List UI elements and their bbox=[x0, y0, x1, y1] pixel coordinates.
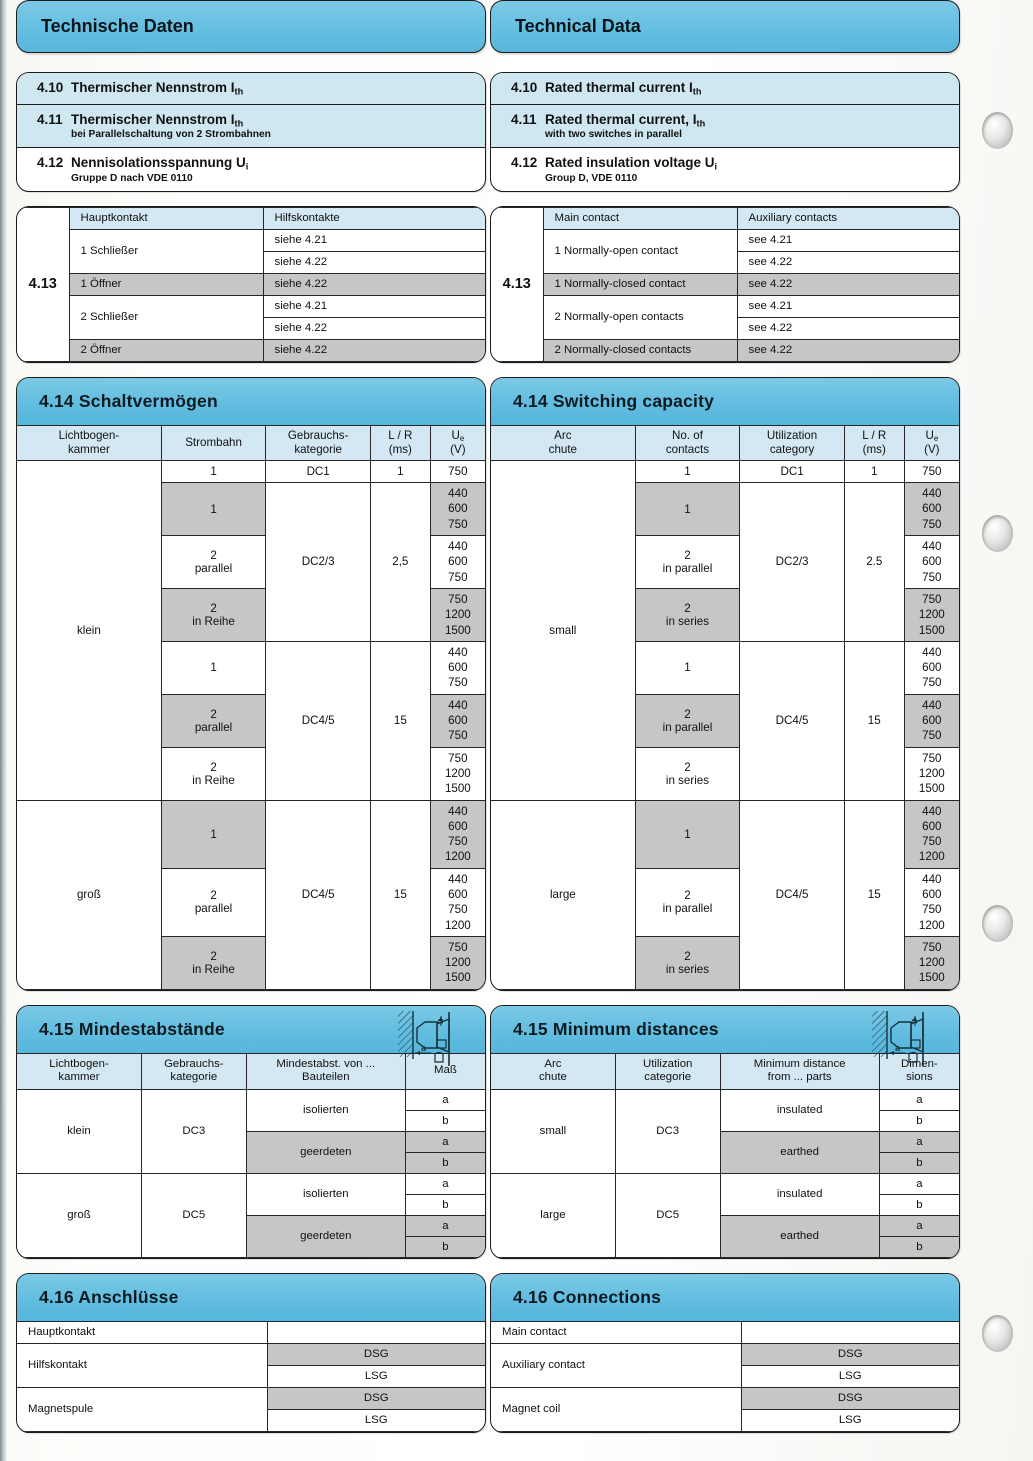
dimension-cell: a bbox=[879, 1215, 959, 1236]
section-4-15-title: 4.15 Mindestabstände a b bbox=[17, 1006, 485, 1053]
spec-subscript: i bbox=[245, 161, 249, 172]
column-header: L / R (ms) bbox=[370, 425, 430, 460]
spec-number: 4.12 bbox=[511, 155, 538, 171]
table-row bbox=[17, 1321, 485, 1343]
contacts-cell: 2 in Reihe bbox=[161, 588, 266, 641]
spec-number: 4.11 bbox=[37, 111, 63, 127]
lr-cell: 2,5 bbox=[370, 483, 430, 642]
spec-row-subtitle: Gruppe D nach VDE 0110 bbox=[71, 172, 193, 184]
minimum-distance-diagram-icon bbox=[397, 1010, 459, 1073]
lr-cell: 15 bbox=[844, 641, 904, 800]
section-4-14-title: 4.14 Schaltvermögen bbox=[17, 378, 485, 425]
column-header: Lichtbogen- kammer bbox=[17, 1053, 142, 1089]
table-row bbox=[491, 1173, 959, 1194]
utilization-category-cell: DC1 bbox=[740, 460, 845, 482]
section-4-13 bbox=[490, 206, 960, 363]
spec-row-4-11 bbox=[17, 105, 485, 149]
table-row bbox=[491, 207, 959, 229]
lr-cell: 15 bbox=[370, 800, 430, 989]
utilization-category-cell: DC2/3 bbox=[266, 483, 371, 642]
part-kind-cell: insulated bbox=[720, 1089, 879, 1131]
column-header: L / R (ms) bbox=[844, 425, 904, 460]
spec-number: 4.10 bbox=[511, 80, 538, 95]
spec-subscript: th bbox=[234, 86, 244, 97]
section-4-13 bbox=[16, 206, 486, 363]
auxiliary-contact-cell: see 4.21 bbox=[737, 295, 959, 317]
contacts-cell: 2 parallel bbox=[161, 868, 266, 936]
voltage-cell: 750 1200 1500 bbox=[430, 747, 485, 800]
dimension-cell: b bbox=[879, 1152, 959, 1173]
page-title-de: Technische Daten bbox=[16, 0, 486, 53]
binder-punch-hole bbox=[982, 515, 1013, 552]
lr-cell: 1 bbox=[370, 460, 430, 482]
dimension-cell: b bbox=[405, 1152, 485, 1173]
dimension-cell: a bbox=[405, 1173, 485, 1194]
contacts-cell: 1 bbox=[635, 483, 740, 536]
main-contact-cell: 1 Normally-closed contact bbox=[543, 273, 737, 295]
spec-row-title: 4.10 Rated thermal current $I_{th}$ bbox=[511, 80, 702, 97]
svg-text:a: a bbox=[421, 1042, 427, 1053]
page-title-en: Technical Data bbox=[490, 0, 960, 53]
table-row bbox=[491, 1343, 959, 1365]
utilization-category-cell: DC1 bbox=[266, 460, 371, 482]
binder-punch-hole bbox=[982, 1315, 1013, 1352]
column-header: $U_e$ (V) bbox=[430, 425, 485, 460]
column-header: No. of contacts bbox=[635, 425, 740, 460]
table-row bbox=[17, 339, 485, 361]
utilization-category-cell: DC3 bbox=[615, 1089, 720, 1173]
voltage-cell: 440 600 750 bbox=[430, 694, 485, 747]
section-index-4-13: 4.13 bbox=[17, 207, 69, 361]
contacts-cell: 2 in Reihe bbox=[161, 747, 266, 800]
arc-chute-cell: small bbox=[491, 1089, 615, 1173]
part-kind-cell: isolierten bbox=[246, 1173, 405, 1215]
table-row bbox=[491, 295, 959, 317]
voltage-cell: 440 600 750 bbox=[904, 641, 959, 694]
table-header-row bbox=[17, 425, 485, 460]
contacts-cell: 1 bbox=[635, 641, 740, 694]
main-contact-cell: 1 Öffner bbox=[69, 273, 263, 295]
table-row bbox=[17, 295, 485, 317]
connection-value-cell: DSG bbox=[267, 1387, 485, 1409]
utilization-category-cell: DC3 bbox=[142, 1089, 247, 1173]
column-header: Strombahn bbox=[161, 425, 266, 460]
table-row bbox=[17, 207, 485, 229]
contacts-cell: 2 in parallel bbox=[635, 868, 740, 936]
contacts-cell: 2 parallel bbox=[161, 694, 266, 747]
binder-punch-hole bbox=[982, 905, 1013, 942]
spec-row-title: 4.11 Rated thermal current, $I_{th}$ bbox=[511, 111, 706, 129]
voltage-cell: 750 bbox=[430, 460, 485, 482]
part-kind-cell: isolierten bbox=[246, 1089, 405, 1131]
spec-row-title: 4.12 Rated insulation voltage $U_i$ bbox=[511, 155, 718, 172]
auxiliary-contact-cell: siehe 4.21 bbox=[263, 295, 485, 317]
connection-value-cell: LSG bbox=[741, 1409, 959, 1431]
section-4-14-title: 4.14 Switching capacity bbox=[491, 378, 959, 425]
connection-value-cell: DSG bbox=[741, 1387, 959, 1409]
lr-cell: 15 bbox=[844, 800, 904, 989]
voltage-cell: 440 600 750 bbox=[904, 694, 959, 747]
main-contact-cell: 1 Schließer bbox=[69, 229, 263, 273]
dimension-cell: a bbox=[405, 1089, 485, 1110]
contacts-cell: 1 bbox=[161, 460, 266, 482]
spec-subscript: th bbox=[692, 86, 702, 97]
spec-subscript: i bbox=[714, 161, 718, 172]
spec-row-4-12 bbox=[17, 148, 485, 191]
contacts-cell: 1 bbox=[161, 483, 266, 536]
svg-text:b: b bbox=[909, 1018, 919, 1024]
table-row bbox=[491, 339, 959, 361]
voltage-cell: 440 600 750 1200 bbox=[430, 800, 485, 868]
table-row bbox=[491, 460, 959, 482]
voltage-cell: 440 600 750 bbox=[430, 483, 485, 536]
connection-value-cell: DSG bbox=[267, 1343, 485, 1365]
dimension-cell: b bbox=[879, 1194, 959, 1215]
section-4-14 bbox=[490, 377, 960, 991]
spec-row-4-10 bbox=[17, 73, 485, 105]
svg-text:a: a bbox=[895, 1042, 901, 1053]
arc-chute-cell: small bbox=[491, 460, 635, 800]
main-contact-cell: 2 Normally-closed contacts bbox=[543, 339, 737, 361]
binder-punch-hole bbox=[982, 112, 1013, 149]
auxiliary-contact-cell: see 4.21 bbox=[737, 229, 959, 251]
arc-chute-cell: large bbox=[491, 1173, 615, 1257]
dimension-cell: b bbox=[879, 1236, 959, 1257]
voltage-cell: 440 600 750 1200 bbox=[430, 868, 485, 936]
column-header: Arc chute bbox=[491, 425, 635, 460]
voltage-cell: 750 1200 1500 bbox=[430, 588, 485, 641]
table-row bbox=[17, 1173, 485, 1194]
column-header: Maß bbox=[405, 1053, 485, 1089]
section-4-16-title: 4.16 Anschlüsse bbox=[17, 1274, 485, 1321]
lr-cell: 15 bbox=[370, 641, 430, 800]
table-header-row bbox=[491, 425, 959, 460]
utilization-category-cell: DC2/3 bbox=[740, 483, 845, 642]
voltage-cell: 440 600 750 bbox=[430, 536, 485, 589]
auxiliary-contact-cell: siehe 4.22 bbox=[263, 251, 485, 273]
connections-table bbox=[491, 1321, 959, 1432]
connection-label-cell: Hauptkontakt bbox=[17, 1321, 267, 1343]
table-row bbox=[17, 800, 485, 868]
spec-row-title: 4.10 Thermischer Nennstrom $I_{th}$ bbox=[37, 80, 244, 97]
connection-value-cell bbox=[267, 1321, 485, 1343]
main-contact-cell: 2 Normally-open contacts bbox=[543, 295, 737, 339]
spec-row-4-11 bbox=[491, 105, 959, 149]
auxiliary-contact-cell: siehe 4.22 bbox=[263, 339, 485, 361]
voltage-cell: 750 1200 1500 bbox=[904, 588, 959, 641]
contacts-cell: 1 bbox=[635, 800, 740, 868]
auxiliary-contact-cell: see 4.22 bbox=[737, 273, 959, 295]
voltage-cell: 440 600 750 bbox=[430, 641, 485, 694]
contacts-cell: 1 bbox=[161, 641, 266, 694]
arc-chute-cell: groß bbox=[17, 800, 161, 989]
utilization-category-cell: DC4/5 bbox=[740, 800, 845, 989]
minimum-distance-diagram-icon bbox=[871, 1010, 933, 1073]
voltage-cell: 750 1200 1500 bbox=[904, 747, 959, 800]
column-german bbox=[16, 0, 486, 1447]
spec-number: 4.12 bbox=[37, 155, 64, 171]
auxiliary-contacts-header: Hilfskontakte bbox=[263, 207, 485, 229]
arc-chute-cell: large bbox=[491, 800, 635, 989]
contacts-cell: 2 in parallel bbox=[635, 694, 740, 747]
spec-row-4-12 bbox=[491, 148, 959, 191]
main-contact-header: Main contact bbox=[543, 207, 737, 229]
voltage-cell: 750 1200 1500 bbox=[430, 936, 485, 989]
dimension-cell: a bbox=[879, 1131, 959, 1152]
page-left-edge bbox=[0, 0, 7, 1461]
column-header: Utilization categorie bbox=[615, 1053, 720, 1089]
spec-row-4-10 bbox=[491, 73, 959, 105]
connection-label-cell: Magnetspule bbox=[17, 1387, 267, 1431]
dimension-cell: a bbox=[405, 1131, 485, 1152]
column-header: Gebrauchs- kategorie bbox=[266, 425, 371, 460]
table-row bbox=[17, 229, 485, 251]
spec-row-title: 4.11 Thermischer Nennstrom $I_{th}$ bbox=[37, 111, 244, 129]
part-kind-cell: geerdeten bbox=[246, 1215, 405, 1257]
voltage-cell: 440 600 750 bbox=[904, 483, 959, 536]
svg-text:b: b bbox=[435, 1018, 445, 1024]
contacts-cell: 2 in series bbox=[635, 936, 740, 989]
contacts-cell: 1 bbox=[635, 460, 740, 482]
column-header: Minimum distance from ... parts bbox=[720, 1053, 879, 1089]
spec-subscript: th bbox=[234, 118, 244, 129]
connection-value-cell: DSG bbox=[741, 1343, 959, 1365]
lr-cell: 1 bbox=[844, 460, 904, 482]
dimension-cell: b bbox=[405, 1110, 485, 1131]
contacts-cell: 2 in series bbox=[635, 588, 740, 641]
spec-row-subtitle: with two switches in parallel bbox=[545, 129, 682, 141]
section-4-16 bbox=[490, 1273, 960, 1433]
utilization-category-cell: DC5 bbox=[142, 1173, 247, 1257]
contacts-cell: 2 in series bbox=[635, 747, 740, 800]
column-header: Mindestabst. von ... Bauteilen bbox=[246, 1053, 405, 1089]
part-kind-cell: geerdeten bbox=[246, 1131, 405, 1173]
switching-capacity-table bbox=[17, 425, 485, 990]
dimension-cell: a bbox=[405, 1215, 485, 1236]
part-kind-cell: earthed bbox=[720, 1215, 879, 1257]
table-row bbox=[17, 460, 485, 482]
section-4-14 bbox=[16, 377, 486, 991]
dimension-cell: b bbox=[405, 1236, 485, 1257]
spec-number: 4.11 bbox=[511, 111, 537, 127]
minimum-distances-table bbox=[17, 1053, 485, 1258]
table-row bbox=[491, 229, 959, 251]
arc-chute-cell: klein bbox=[17, 1089, 142, 1173]
dimension-cell: a bbox=[879, 1089, 959, 1110]
connection-value-cell: LSG bbox=[267, 1409, 485, 1431]
column-header: Arc chute bbox=[491, 1053, 615, 1089]
main-contact-cell: 2 Schließer bbox=[69, 295, 263, 339]
section-4-15 bbox=[16, 1005, 486, 1259]
contacts-table bbox=[491, 207, 959, 362]
auxiliary-contact-cell: see 4.22 bbox=[737, 317, 959, 339]
table-row bbox=[17, 1089, 485, 1110]
table-row bbox=[491, 1089, 959, 1110]
arc-chute-cell: klein bbox=[17, 460, 161, 800]
voltage-cell: 440 600 750 1200 bbox=[904, 868, 959, 936]
contacts-cell: 2 parallel bbox=[161, 536, 266, 589]
section-4-16-title: 4.16 Connections bbox=[491, 1274, 959, 1321]
lr-cell: 2.5 bbox=[844, 483, 904, 642]
contacts-cell: 2 in parallel bbox=[635, 536, 740, 589]
section-4-15-title: 4.15 Minimum distances a b bbox=[491, 1006, 959, 1053]
spec-row-subtitle: Group D, VDE 0110 bbox=[545, 172, 638, 184]
spec-row-subtitle: bei Parallelschaltung von 2 Strombahnen bbox=[71, 129, 271, 141]
connection-label-cell: Hilfskontakt bbox=[17, 1343, 267, 1387]
spec-number: 4.10 bbox=[37, 80, 64, 95]
auxiliary-contact-cell: see 4.22 bbox=[737, 251, 959, 273]
section-4-16 bbox=[16, 1273, 486, 1433]
part-kind-cell: insulated bbox=[720, 1173, 879, 1215]
connection-value-cell: LSG bbox=[267, 1365, 485, 1387]
main-contact-header: Hauptkontakt bbox=[69, 207, 263, 229]
utilization-category-cell: DC4/5 bbox=[740, 641, 845, 800]
spec-block-4-10-4-12 bbox=[490, 72, 960, 192]
voltage-cell: 440 600 750 1200 bbox=[904, 800, 959, 868]
voltage-cell: 440 600 750 bbox=[904, 536, 959, 589]
table-row bbox=[17, 1387, 485, 1409]
connection-value-cell bbox=[741, 1321, 959, 1343]
table-row bbox=[491, 1321, 959, 1343]
column-header: Lichtbogen- kammer bbox=[17, 425, 161, 460]
table-row bbox=[17, 1343, 485, 1365]
spec-subscript: th bbox=[696, 118, 706, 129]
table-row bbox=[491, 800, 959, 868]
minimum-distances-table bbox=[491, 1053, 959, 1258]
main-contact-cell: 2 Öffner bbox=[69, 339, 263, 361]
contacts-table bbox=[17, 207, 485, 362]
section-4-15 bbox=[490, 1005, 960, 1259]
auxiliary-contact-cell: see 4.22 bbox=[737, 339, 959, 361]
arc-chute-cell: groß bbox=[17, 1173, 142, 1257]
main-contact-cell: 1 Normally-open contact bbox=[543, 229, 737, 273]
connection-label-cell: Auxiliary contact bbox=[491, 1343, 741, 1387]
contacts-cell: 1 bbox=[161, 800, 266, 868]
column-english bbox=[490, 0, 960, 1447]
column-header: Dimen- sions bbox=[879, 1053, 959, 1089]
table-row bbox=[491, 273, 959, 295]
connection-label-cell: Main contact bbox=[491, 1321, 741, 1343]
section-index-4-13: 4.13 bbox=[491, 207, 543, 361]
spec-row-title: 4.12 Nennisolationsspannung $U_i$ bbox=[37, 155, 249, 172]
dimension-cell: b bbox=[405, 1194, 485, 1215]
auxiliary-contacts-header: Auxiliary contacts bbox=[737, 207, 959, 229]
connection-label-cell: Magnet coil bbox=[491, 1387, 741, 1431]
part-kind-cell: earthed bbox=[720, 1131, 879, 1173]
table-row bbox=[17, 273, 485, 295]
dimension-cell: a bbox=[879, 1173, 959, 1194]
auxiliary-contact-cell: siehe 4.22 bbox=[263, 317, 485, 339]
contacts-cell: 2 in Reihe bbox=[161, 936, 266, 989]
column-header: Utilization category bbox=[740, 425, 845, 460]
dimension-cell: b bbox=[879, 1110, 959, 1131]
connections-table bbox=[17, 1321, 485, 1432]
voltage-cell: 750 1200 1500 bbox=[904, 936, 959, 989]
column-header: Gebrauchs- kategorie bbox=[142, 1053, 247, 1089]
spec-block-4-10-4-12 bbox=[16, 72, 486, 192]
utilization-category-cell: DC5 bbox=[615, 1173, 720, 1257]
utilization-category-cell: DC4/5 bbox=[266, 800, 371, 989]
auxiliary-contact-cell: siehe 4.21 bbox=[263, 229, 485, 251]
connection-value-cell: LSG bbox=[741, 1365, 959, 1387]
utilization-category-cell: DC4/5 bbox=[266, 641, 371, 800]
switching-capacity-table bbox=[491, 425, 959, 990]
column-header: $U_e$ (V) bbox=[904, 425, 959, 460]
voltage-cell: 750 bbox=[904, 460, 959, 482]
table-row bbox=[491, 1387, 959, 1409]
auxiliary-contact-cell: siehe 4.22 bbox=[263, 273, 485, 295]
